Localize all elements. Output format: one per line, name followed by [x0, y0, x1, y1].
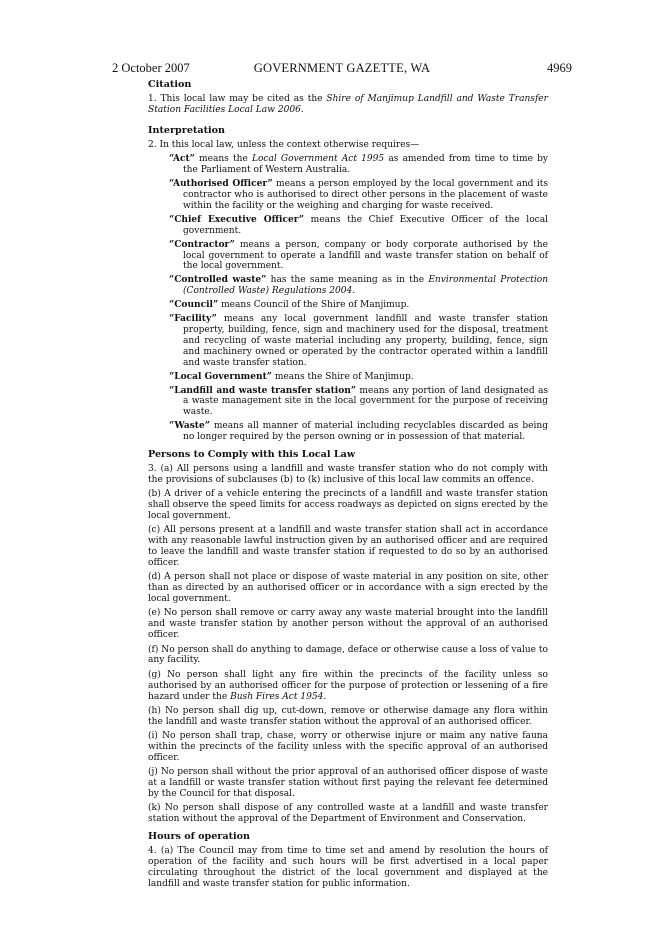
citation-heading: Citation: [148, 79, 192, 90]
interpretation-intro: 2. In this local law, unless the context otherwise requires—: [148, 140, 420, 151]
definition-text: means any portion of land designated as a waste management site in the local government for the purpose of receiving waste.: [183, 385, 548, 418]
definitions-list: [148, 154, 548, 443]
definition-text: means any local government landfill and waste transfer station property, building, fence, sign and machinery used for the disposal, treatment and recycling of waste material including any property, building, fence, sign and machinery owned or operated by the contractor operated within a landfill and waste transfer station.: [183, 314, 548, 368]
comply-paragraph: [148, 670, 548, 703]
definition-item: [169, 154, 548, 176]
comply-paragraph: [148, 489, 548, 522]
comply-text: (i) No person shall trap, chase, worry or otherwise injure or maim any native fauna within the precincts of the facility unless with the specific approval of an authorised officer.: [148, 731, 548, 763]
comply-paragraph: [148, 525, 548, 569]
comply-paragraph: [148, 731, 548, 764]
definition-text: has the same meaning as in the: [266, 275, 429, 286]
definition-item: [169, 372, 548, 383]
definition-text: means Council of the Shire of Manjimup.: [218, 300, 410, 311]
document-body: [148, 80, 548, 893]
comply-paragraph: [148, 572, 548, 605]
comply-text: (k) No person shall dispose of any controlled waste at a landfill and waste transfer station without the approval of the Department of Environment and Conservation.: [148, 803, 548, 825]
header-page-number: 4969: [547, 61, 572, 75]
comply-text: (e) No person shall remove or carry away any waste material brought into the landfill and waste transfer station by another person without the approval of an authorised officer.: [148, 608, 548, 641]
definition-item: [169, 421, 548, 443]
definition-item: [169, 240, 548, 273]
definition-text: means a person employed by the local government and its contractor who is authorised to direct other persons in the placement of waste within the facility or the weighing and charging for waste received.: [183, 179, 548, 211]
definition-term: “Local Government”: [169, 371, 272, 382]
comply-paragraph: [148, 464, 548, 486]
definition-text: means all manner of material including recyclables discarded as being no longer required by the person owning or in possession of that material.: [183, 421, 548, 443]
definition-text: means the Chief Executive Officer of the local government.: [183, 214, 549, 236]
citation-text-plain: 1. This local law may be cited as the: [148, 93, 327, 104]
definition-reference: Environmental Protection (Controlled Waste) Regulations 2004.: [183, 275, 549, 297]
page-header: [112, 61, 572, 77]
comply-text: (g) No person shall light any fire within the precincts of the facility unless so authorised by an authorised officer for the purpose of protection or lessening of a fire hazard under the: [148, 669, 548, 702]
comply-heading: Persons to Comply with this Local Law: [148, 449, 356, 461]
comply-text: (f) No person shall do anything to damage, deface or otherwise cause a loss of value to any facility.: [148, 644, 548, 666]
comply-text: 3. (a) All persons using a landfill and waste transfer station who do not comply with the provisions of subclauses (b) to (k) inclusive of this local law commits an offence.: [148, 463, 548, 485]
definition-text-end: as amended from time to time by the Parliament of Western Australia.: [183, 154, 548, 176]
definition-item: [169, 300, 548, 311]
comply-paragraph: [148, 608, 548, 641]
definition-term: “Chief Executive Officer”: [169, 214, 305, 225]
comply-text: (b) A driver of a vehicle entering the precincts of a landfill and waste transfer station shall observe the speed limits for access roadways as depicted on signs erected by the local government.: [148, 489, 548, 521]
definition-item: [169, 386, 548, 419]
comply-paragraph: [148, 645, 548, 667]
definition-text: means the Shire of Manjimup.: [271, 371, 414, 382]
citation-law-title: Shire of Manjimup Landfill and Waste Transfer Station Facilities Local Law 2006.: [148, 93, 548, 115]
header-date: 2 October 2007: [112, 61, 190, 75]
definition-text: means the: [194, 154, 252, 165]
definition-term: “Council”: [169, 300, 219, 311]
definition-item: [169, 314, 548, 369]
definition-term: “Act”: [169, 154, 195, 165]
definition-text: means a person, company or body corporate authorised by the local government to operate a landfill and waste transfer station on behalf of the local government.: [183, 239, 548, 272]
comply-text: (h) No person shall dig up, cut-down, remove or otherwise damage any flora within the landfill and waste transfer station without the approval of an authorised officer.: [148, 705, 548, 727]
citation-text: [148, 94, 548, 116]
definition-term: “Contractor”: [169, 239, 235, 250]
definition-item: [169, 275, 548, 297]
definition-term: “Waste”: [169, 421, 210, 432]
interpretation-heading: Interpretation: [148, 125, 226, 137]
definition-item: [169, 215, 548, 237]
header-title: GOVERNMENT GAZETTE, WA: [253, 61, 431, 75]
comply-paragraph: [148, 706, 548, 728]
definition-term: “Controlled waste”: [169, 275, 267, 286]
definition-term: “Landfill and waste transfer station”: [169, 385, 357, 396]
hours-heading: Hours of operation: [148, 831, 251, 843]
comply-paragraph: [148, 767, 548, 800]
comply-paragraphs: [148, 464, 548, 825]
definition-item: [169, 179, 548, 212]
comply-text: (d) A person shall not place or dispose of waste material in any position on site, other than as directed by an authorised officer or in accordance with a sign erected by the local government.: [148, 572, 548, 605]
comply-text: (j) No person shall without the prior approval of an authorised officer dispose of waste at a landfill or waste transfer station without first paying the relevant fee determined by the Council for that disposal.: [148, 767, 548, 799]
comply-text: (c) All persons present at a landfill and waste transfer station shall act in accordance with any reasonable lawful instruction given by an authorised officer and are required to leave the landfill and waste transfer station if requested to do so by an authorised officer.: [148, 525, 548, 568]
definition-reference: Local Government Act 1995: [251, 154, 385, 165]
definition-term: “Facility”: [169, 314, 217, 325]
definition-term: “Authorised Officer”: [169, 179, 273, 190]
comply-reference: Bush Fires Act 1954.: [230, 691, 327, 702]
hours-text: 4. (a) The Council may from time to time set and amend by resolution the hours of operation of the facility and such hours will be first advertised in a local paper circulating throughout the district of the local government and displayed at the landfill and waste transfer station for public information.: [148, 846, 548, 890]
comply-paragraph: [148, 803, 548, 825]
